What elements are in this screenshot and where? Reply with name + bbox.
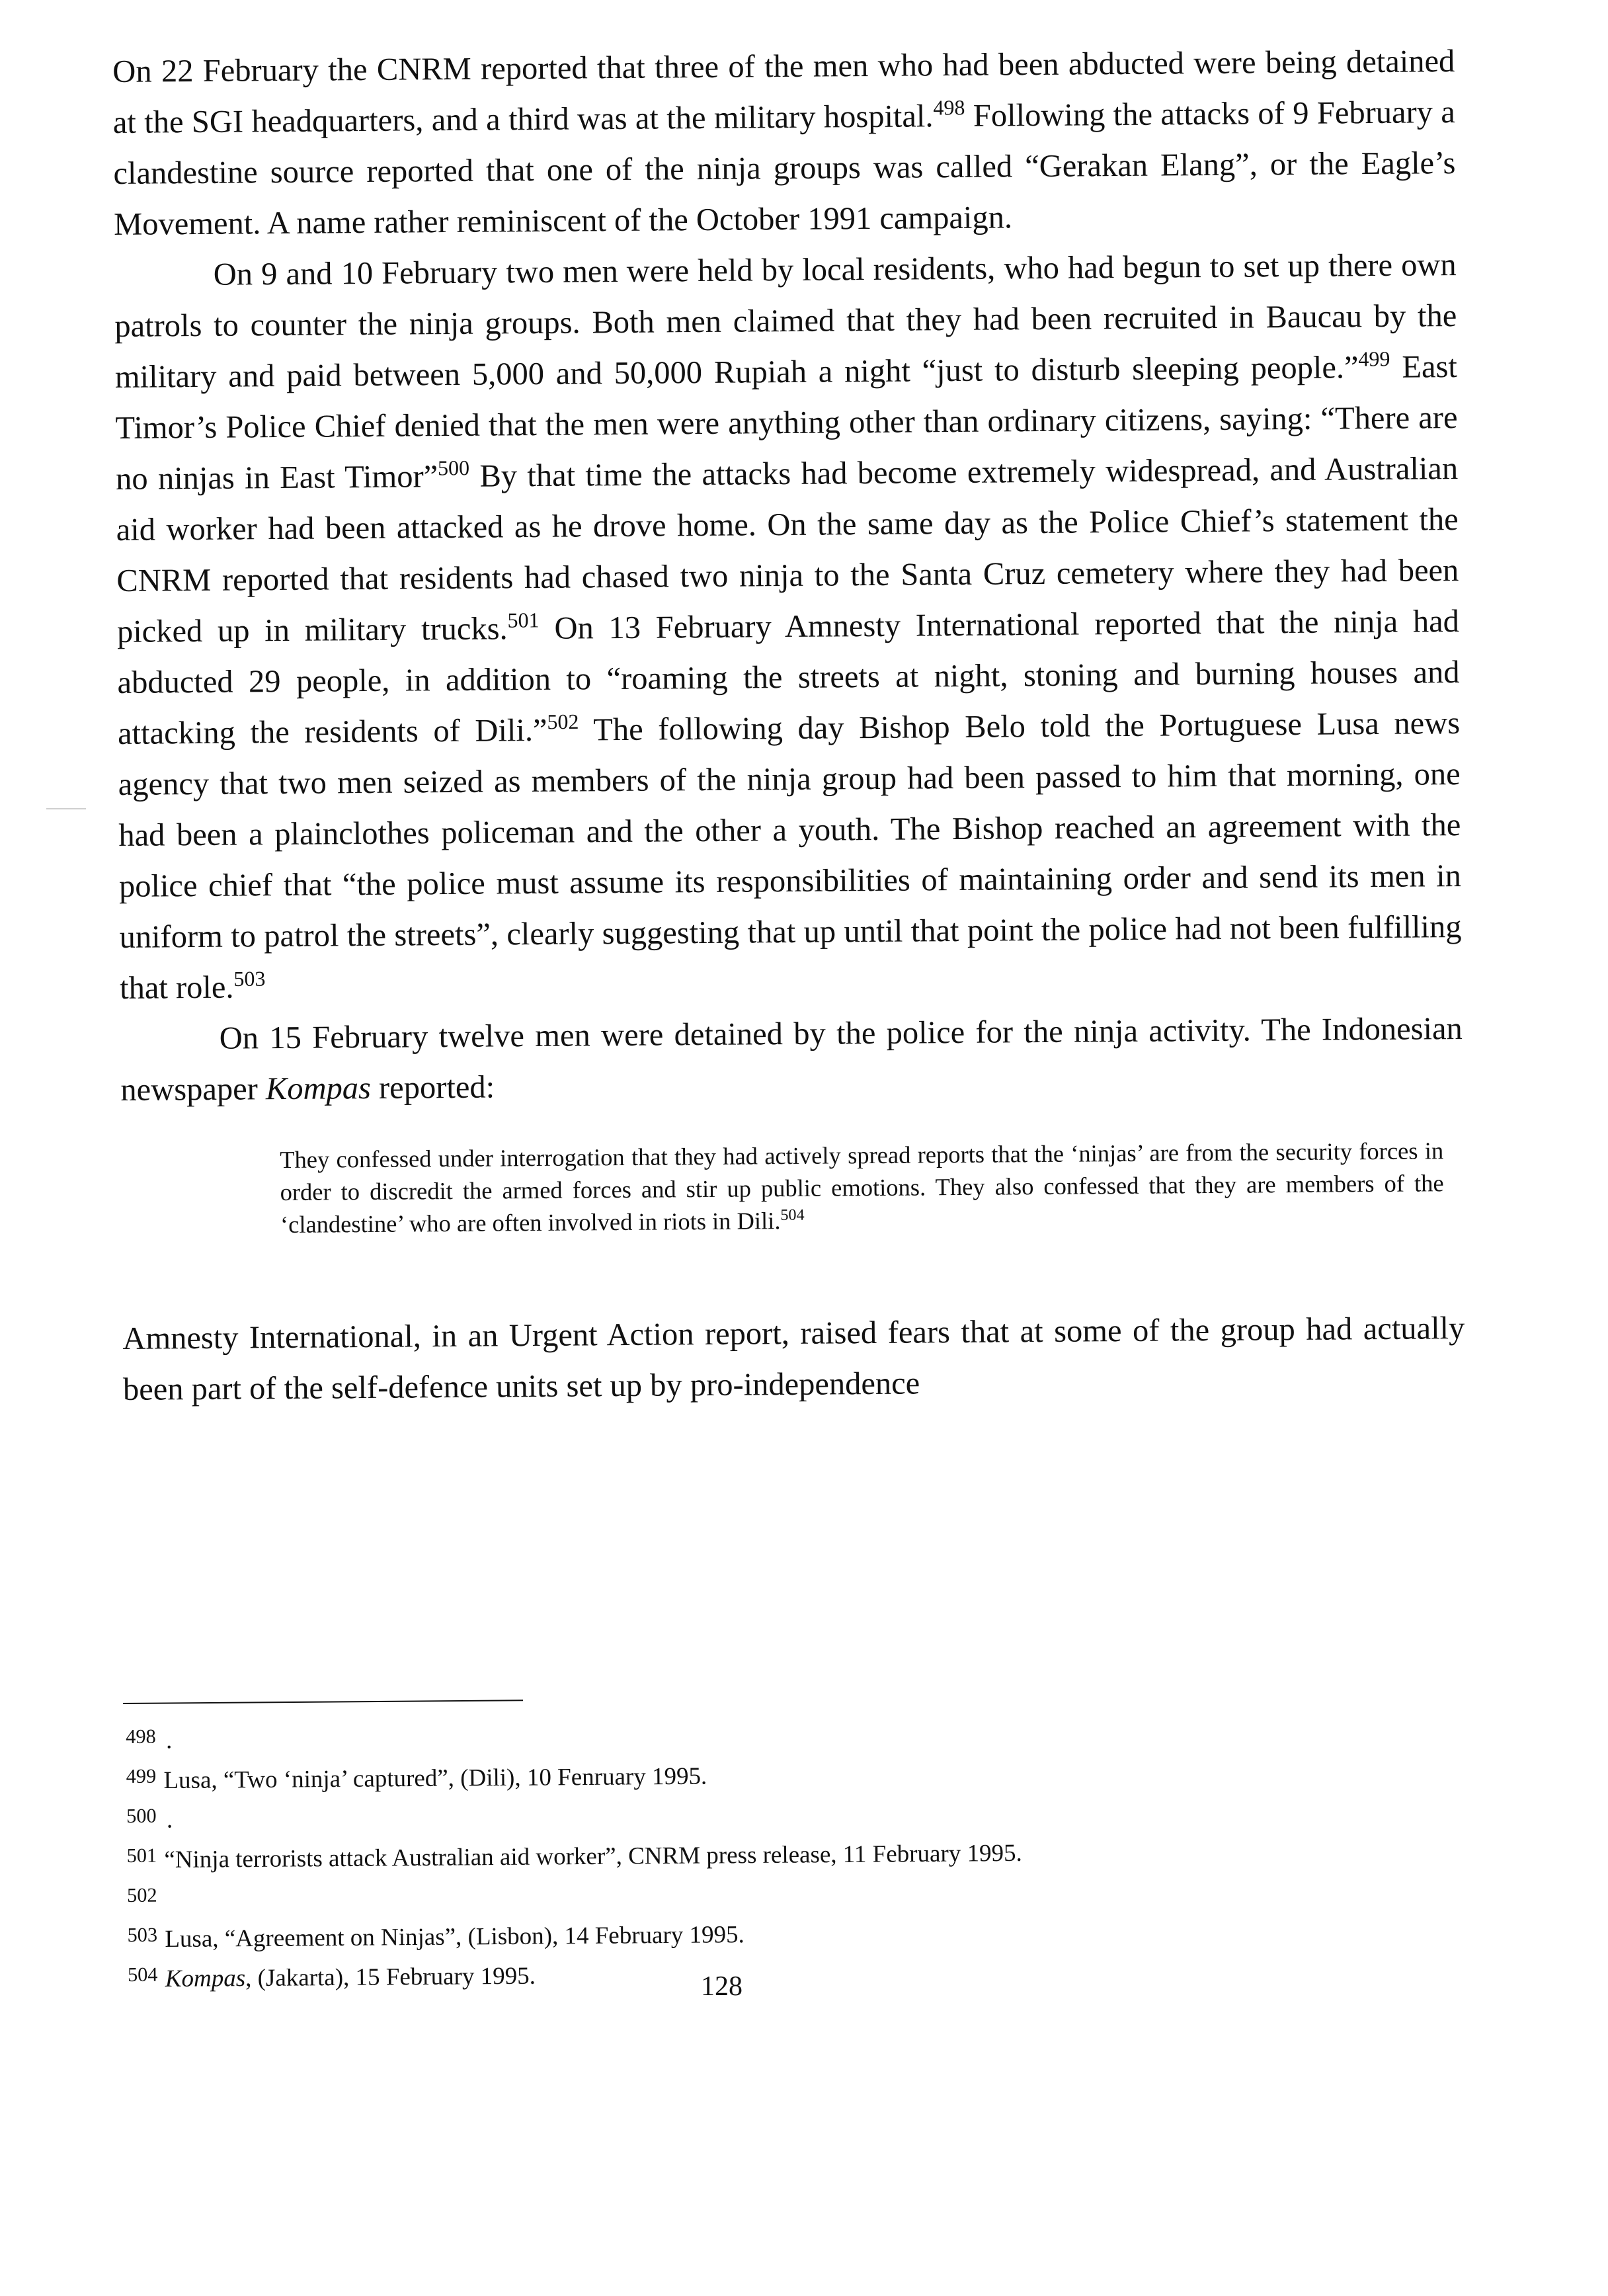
footnote-ref: 500 <box>437 456 470 480</box>
footnote-number: 500 <box>126 1804 157 1827</box>
footnote-number: 502 <box>126 1883 157 1906</box>
text-run: On 9 and 10 February two men were held by local residents, who had begun to set up there own patrols to counter the ninja groups. Both men claimed that they had been recruited in Baucau by the military and paid between 5,000 and 50,000 Rupiah a night “just to disturb sleeping people.” <box>114 247 1457 395</box>
page-number: 128 <box>701 1971 743 2002</box>
text-run: Amnesty International, in an Urgent Action report, raised fears that at some of the group had actually been part of the self-defence units set up by pro-independence <box>122 1310 1465 1407</box>
text-run: On 22 February the CNRM reported that three of the men who had been abducted were being detained at the SGI headquarters, and a third was at the military hospital. <box>112 44 1455 140</box>
text-run: On 13 February Amnesty International reported that the ninja had abducted 29 people, in addition to “roaming the streets at night, stoning and burning houses and attacking the residents of Dili.” <box>117 604 1460 751</box>
footnote-ref: 498 <box>933 95 965 120</box>
footnote-text: , (Jakarta), 15 February 1995. <box>245 1962 536 1992</box>
footnote-ref: 501 <box>507 608 540 632</box>
footnote-number: 501 <box>126 1844 157 1867</box>
footnote-text: Lusa, “Agreement on Ninjas”, (Lisbon), 14 February 1995. <box>165 1921 744 1953</box>
footnote-ref: 503 <box>233 966 266 991</box>
text-run: By that time the attacks had become extremely widespread, and Australian aid worker had been attacked as he drove home. On the same day as the Police Chief’s statement the CNRM reported that residents had chased two ninja to the Santa Cruz cemetery where they had been picked up in military trucks. <box>116 451 1459 649</box>
footnote-text: “Ninja terrorists attack Australian aid worker”, CNRM press release, 11 February 1995. <box>164 1839 1022 1873</box>
footnote-ref: 504 <box>780 1206 805 1224</box>
paragraph-4 <box>122 1303 1465 1415</box>
footnote-number: 498 <box>126 1725 156 1748</box>
paragraph-2 <box>114 239 1462 1014</box>
footnote-text: Lusa, “Two ‘ninja’ captured”, (Dili), 10 Fenruary 1995. <box>163 1762 707 1795</box>
text-run: Following the attacks of 9 February a clandestine source reported that one of the ninja groups was called “Gerakan Elang”, or the Eagle’s Movement. A name rather reminiscent of the October 1991 campaign. <box>113 95 1456 242</box>
footnote-number: 504 <box>127 1963 158 1986</box>
main-text <box>112 36 1465 1415</box>
margin-mark <box>46 808 86 809</box>
footnote-number: 503 <box>127 1923 158 1946</box>
footnote-ref: 499 <box>1358 347 1390 371</box>
paragraph-3 <box>120 1003 1463 1116</box>
text-run: East Timor’s Police Chief denied that the men were anything other than ordinary citizens, saying: “There are no ninjas in East Timor” <box>115 349 1458 497</box>
footnote-number: 499 <box>126 1764 157 1787</box>
newspaper-title: Kompas <box>265 1070 372 1107</box>
footnote-text: . <box>165 1727 173 1755</box>
footnote-ref: 502 <box>547 709 579 734</box>
footnote-source-title: Kompas <box>165 1964 246 1992</box>
footnote-text: . <box>166 1806 173 1834</box>
text-run: The following day Bishop Belo told the Portuguese Lusa news agency that two men seized as members of the ninja group had been passed to him that morning, one had been a plainclothes policeman and the other a youth. The Bishop reached an agreement with the police chief that “the police must assume its responsibilities of maintaining order and send its men in uniform to patrol the streets”, clearly suggesting that up until that point the police had not been fulfilling that role. <box>118 706 1462 1006</box>
block-quote <box>280 1134 1444 1241</box>
text-run: reported: <box>370 1069 495 1106</box>
footnote-divider <box>123 1700 523 1704</box>
text-run: On 15 February twelve men were detained by the police for the ninja activity. The Indonesian newspaper <box>120 1011 1463 1108</box>
quote-text: They confessed under interrogation that they had actively spread reports that the ‘ninjas’ are from the security forces in order to discredit the armed forces and stir up public emotions. They also confessed that they are members of the ‘clandestine’ who are often involved in riots in Dili. <box>280 1137 1444 1239</box>
footnotes <box>126 1709 1384 1997</box>
paragraph-1 <box>112 36 1456 250</box>
